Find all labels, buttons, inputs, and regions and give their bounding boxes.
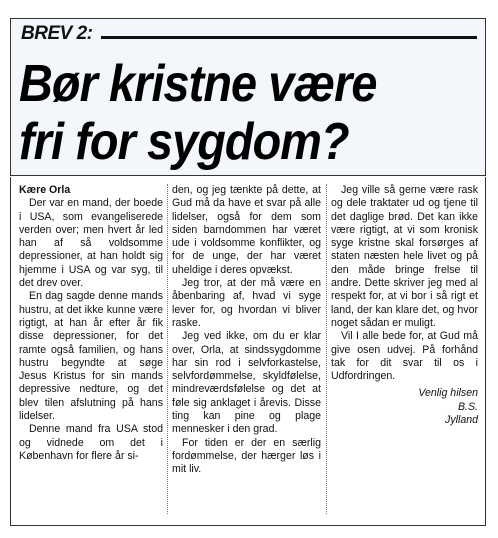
header-rule [101, 36, 477, 39]
signoff-initials: B.S. [457, 400, 478, 413]
section-label: BREV 2: [21, 23, 93, 44]
paragraph: Denne mand fra USA stod og vidnede om det i København for flere år si- [19, 423, 163, 462]
headline-line-2: fri for sygdom? [19, 113, 349, 171]
signoff-greeting: Venlig hilsen [418, 387, 478, 400]
paragraph: den, og jeg tænkte på dette, at Gud må da have et svar på alle lidelser, også for dem som siden barndommen har været ude i voldsomme konflikter, og for de unge, der har været uheldige i deres opvækst. [172, 184, 321, 276]
column-divider [167, 184, 168, 514]
column-divider [326, 184, 327, 514]
paragraph: For tiden er der en særlig fordømmelse, der hærger løs i mit liv. [172, 436, 321, 476]
signoff [331, 387, 478, 427]
column-1 [19, 184, 163, 463]
column-3 [331, 184, 478, 427]
signoff-place: Jylland [445, 414, 478, 427]
headline [19, 55, 433, 171]
paragraph: Jeg tror, at der må være en åbenbaring af, hvad vi syge lever for, og hvordan vi bliver raske. [172, 277, 321, 329]
headline-line-1: Bør kristne være [19, 55, 377, 113]
paragraph: Jeg ved ikke, om du er klar over, Orla, at sindssygdomme har sin rod i selvforkastelse, selvfordømmelse, skyldfølelse, mindreværdsfølelse og det at føle sig anklaget i årevis. Disse ting kan pine og plage mennesker i den grad. [172, 330, 321, 436]
column-2 [172, 184, 321, 477]
paragraph: Der var en mand, der boede i USA, som evangeliserede verden over; men hvert år led han af så voldsomme depressioner, at han holdt sig hjemme i USA og var syg, til det drev over. [19, 197, 163, 290]
letter-header [10, 18, 486, 176]
letter-body [10, 177, 486, 526]
paragraph: En dag sagde denne mands hustru, at det ikke kunne være rigtigt, at han år efter år fik disse depressioner, for det ramte også familien, og hans hustru begyndte at søge Jesus Kristus for sin mands depressive nedture, og det blev tilen afslutning på hans lidelser. [19, 290, 163, 423]
paragraph: Vil I alle bede for, at Gud må give osen udvej. På forhånd tak for dit svar til os i Udfordringen. [331, 330, 478, 383]
salutation: Kære Orla [19, 184, 71, 196]
paragraph: Jeg ville så gerne være rask og dele traktater ud og tjene til det daglige brød. Det kan ikke være rigtigt, at vi som kronisk syge kristne skal forsørges af staten næsten hele livet og på den måde bringe frelse til andre. Dette skriver jeg med al respekt for, at vi bor i så rigt et land, der kan klare det, og hvor noget sådan er muligt. [331, 184, 478, 329]
